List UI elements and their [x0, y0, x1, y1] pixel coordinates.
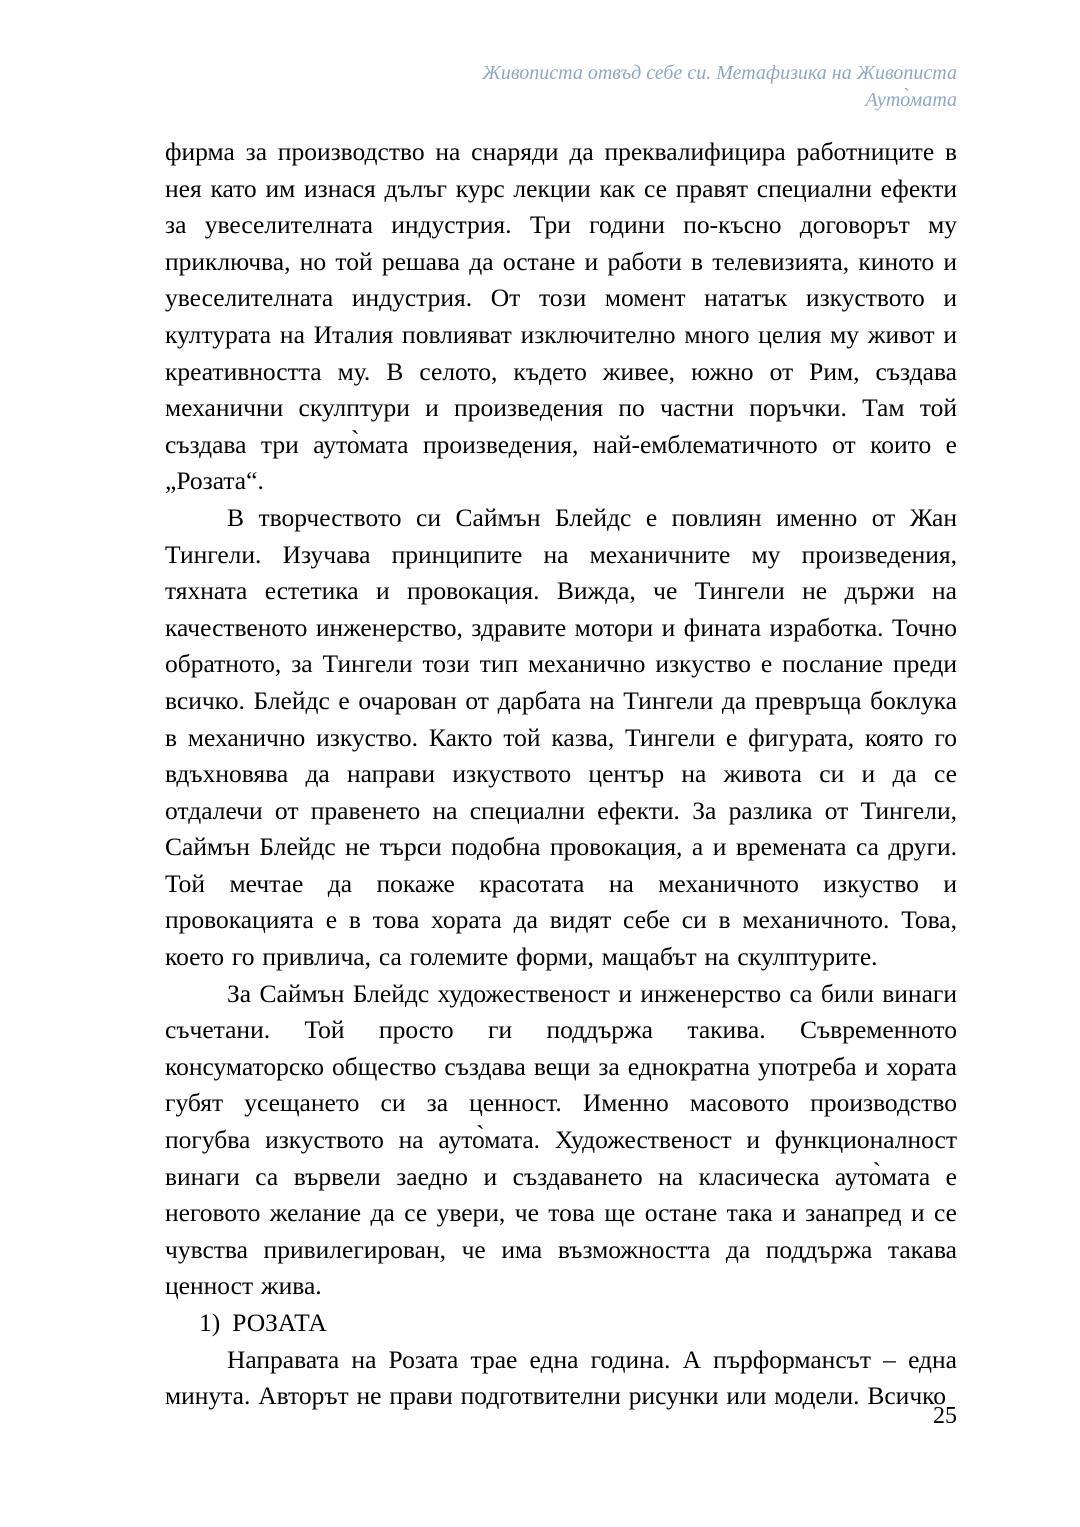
- running-header-line2: Ауто̀мата: [865, 89, 957, 111]
- list-item-label: РОЗАТА: [232, 1308, 327, 1337]
- running-header: [165, 60, 957, 114]
- paragraph: Направата на Розата трае една година. А пърформансът – една минута. Авторът не прави подготвителни рисунки или модели. Всичко: [165, 1344, 957, 1411]
- page-number: 25: [933, 1403, 957, 1429]
- running-header-line1: Живописта отвъд себе си. Метафизика на Живописта: [482, 62, 957, 84]
- paragraph: За Саймън Блейдс художественост и инженерство са били винаги съчетани. Той просто ги поддържа такива. Съвременното консуматорско общество създава вещи за еднократна употреба и хората губят усещането си за ценност. Именно масовото производство погубва изкуството на ауто̀мата. Художественост и функционалност винаги са вървели заедно и създаването на класическа ауто̀мата е неговото желание да се увери, че това ще остане така и занапред и се чувства привилегирован, че има възможността да поддържа такава ценност жива.: [165, 978, 957, 1301]
- list-item-heading: [165, 1305, 957, 1342]
- paragraph: В творчеството си Саймън Блейдс е повлиян именно от Жан Тингели. Изучава принципите на механичните му произведения, тяхната естетика и провокация. Вижда, че Тингели не държи на качественото инженерство, здравите мотори и фината изработка. Точно обратното, за Тингели този тип механично изкуство е послание преди всичко. Блейдс е очарован от дарбата на Тингели да превръща боклука в механично изкуство. Както той казва, Тингели е фигурата, която го вдъхновява да направи изкуството център на живота си и да се отдалечи от правенето на специални ефекти. За разлика от Тингели, Саймън Блейдс не търси подобна провокация, а и времената са други. Той мечтае да покаже красотата на механичното изкуство и провокацията е в това хората да видят себе си в механичното. Това, което го привлича, са големите форми, мащабът на скулптурите.: [165, 502, 957, 972]
- page-body: [165, 134, 957, 1415]
- list-item-number: 1): [199, 1308, 221, 1337]
- paragraph-continuation: фирма за производство на снаряди да преквалифицира работниците в нея като им изнася дълъг курс лекции как се правят специални ефекти за увеселителната индустрия. Три години по-късно договорът му приключва, но той решава да остане и работи в телевизията, киното и увеселителната индустрия. От този момент нататък изкуството и културата на Италия повлияват изключително много целия му живот и креативността му. В селото, където живее, южно от Рим, създава механични скулптури и произведения по частни поръчки. Там той създава три ауто̀мата произведения, най-емблематичното от които е „Розата“.: [165, 137, 957, 496]
